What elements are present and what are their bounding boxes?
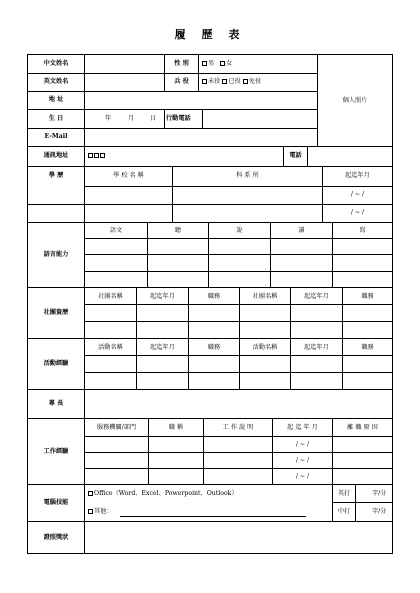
activity-header-period-1: 起迄年月 xyxy=(150,344,175,351)
row-line xyxy=(27,91,317,92)
work-header-title: 職 稱 xyxy=(168,424,184,431)
edu-dept-header: 科 系 所 xyxy=(236,172,259,179)
club-divider xyxy=(188,287,189,389)
birthday-month: 月 xyxy=(128,115,135,122)
club-divider xyxy=(342,287,343,389)
row-line xyxy=(27,222,393,223)
activity-header-role-1: 職務 xyxy=(207,344,221,351)
mobile-divider xyxy=(164,109,165,128)
label-email: E-Mail xyxy=(44,133,68,140)
other-label: 其他： xyxy=(94,508,113,515)
club-header-name-2: 社團名稱 xyxy=(252,293,278,300)
edu-period-header: 起迄年月 xyxy=(345,172,370,179)
row-line xyxy=(27,418,393,419)
typing-zh-unit: 字/分 xyxy=(372,508,387,515)
label-certificates: 證照獎狀 xyxy=(43,534,69,541)
club-divider xyxy=(239,287,240,389)
birthday-day: 日 xyxy=(150,115,157,122)
gender-male-label: 男 xyxy=(208,60,215,67)
typing-en-label: 英打 xyxy=(337,490,351,497)
gender-female-label: 女 xyxy=(226,60,233,67)
club-header-role-1: 職務 xyxy=(207,293,221,300)
lang-header-language: 語文 xyxy=(109,227,123,234)
label-computer: 電腦技能 xyxy=(43,499,69,506)
label-work: 工作經驗 xyxy=(43,448,69,455)
military-options xyxy=(202,77,261,86)
office-label: Office（Word、Excel、Powerpoint、Outlook） xyxy=(94,490,238,497)
computer-divider xyxy=(355,484,356,521)
label-gender: 性 別 xyxy=(174,60,189,67)
label-english-name: 英文姓名 xyxy=(43,78,69,85)
label-contact-address: 通訊地址 xyxy=(43,152,69,159)
frame-right xyxy=(392,54,393,554)
label-birthday: 生 日 xyxy=(48,115,64,122)
club-header-period-2: 起迄年月 xyxy=(304,293,329,300)
work-header-period: 起 迄 年 月 xyxy=(287,424,318,431)
military-option-1: 已役 xyxy=(228,78,241,85)
club-header-role-2: 職務 xyxy=(361,293,374,300)
club-divider xyxy=(290,287,291,389)
label-chinese-name: 中文姓名 xyxy=(43,60,69,67)
lang-header-writing: 寫 xyxy=(359,227,366,234)
row-line xyxy=(27,109,317,110)
typing-en-unit: 字/分 xyxy=(372,490,387,497)
row-line xyxy=(27,389,393,390)
checkbox-male[interactable] xyxy=(202,61,207,66)
club-header-name-1: 社團名稱 xyxy=(98,293,123,300)
work-header-org: 服務機關/部門 xyxy=(96,424,137,431)
postal-box-3[interactable] xyxy=(100,153,105,158)
military-option-2: 免役 xyxy=(248,78,262,85)
work-header-reason: 離 職 原 因 xyxy=(347,424,378,431)
office-option xyxy=(88,489,238,498)
activity-header-role-2: 職務 xyxy=(361,344,374,351)
club-divider xyxy=(136,287,137,389)
work-header-desc: 工 作 說 明 xyxy=(222,424,254,431)
row-line xyxy=(27,204,393,205)
club-header-period-1: 起迄年月 xyxy=(150,293,175,300)
edu-school-header: 學 校 名 稱 xyxy=(113,172,144,179)
postal-box-1[interactable] xyxy=(88,153,93,158)
row-line xyxy=(27,484,393,485)
edu-period-1: / ~ / xyxy=(350,191,365,198)
row-line xyxy=(85,186,392,187)
checkbox-military-1[interactable] xyxy=(222,79,227,84)
row-line xyxy=(27,338,393,339)
other-underline[interactable] xyxy=(120,516,306,517)
frame-top xyxy=(27,54,393,55)
label-language: 語言能力 xyxy=(43,251,69,258)
work-period-1: / ~ / xyxy=(295,441,310,448)
phone-divider-2 xyxy=(307,146,308,166)
mobile-divider-2 xyxy=(202,109,203,128)
work-period-3: / ~ / xyxy=(295,473,310,480)
postal-code-boxes[interactable] xyxy=(88,151,106,160)
gender-options xyxy=(202,59,232,68)
lang-header-speaking: 說 xyxy=(236,227,243,234)
row-line xyxy=(27,73,317,74)
row-line xyxy=(27,166,393,167)
row-line xyxy=(27,128,317,129)
row-line xyxy=(27,146,393,147)
lang-header-reading: 讀 xyxy=(298,227,305,234)
row-line xyxy=(85,452,392,453)
label-military: 兵 役 xyxy=(174,78,189,85)
military-option-0: 未役 xyxy=(208,78,221,85)
page-title: 履 歷 表 xyxy=(174,28,246,41)
activity-header-name-2: 活動名稱 xyxy=(252,344,278,351)
label-phone: 電話 xyxy=(289,152,302,159)
birthday-year: 年 xyxy=(105,115,112,122)
label-activities: 活動經驗 xyxy=(43,360,69,367)
activity-header-name-1: 活動名稱 xyxy=(98,344,123,351)
photo-placeholder: 個人照片 xyxy=(342,97,368,104)
label-education: 學 歷 xyxy=(48,172,64,179)
activity-header-period-2: 起迄年月 xyxy=(304,344,329,351)
gender-divider-2 xyxy=(198,54,199,91)
row-line xyxy=(85,468,392,469)
postal-box-2[interactable] xyxy=(94,153,99,158)
row-line xyxy=(85,238,392,239)
row-line xyxy=(332,502,392,503)
label-clubs: 社團資歷 xyxy=(43,309,69,316)
checkbox-other[interactable] xyxy=(88,509,93,514)
edu-period-2: / ~ / xyxy=(350,209,365,216)
row-line xyxy=(85,254,392,255)
checkbox-office[interactable] xyxy=(88,491,93,496)
label-mobile: 行動電話 xyxy=(166,115,191,122)
work-period-2: / ~ / xyxy=(295,457,310,464)
checkbox-military-0[interactable] xyxy=(202,79,207,84)
row-line xyxy=(85,436,392,437)
row-line xyxy=(27,287,393,288)
checkbox-military-2[interactable] xyxy=(243,79,248,84)
frame-bottom xyxy=(27,553,393,554)
label-specialty: 專 長 xyxy=(48,400,64,407)
row-line xyxy=(85,271,392,272)
row-line xyxy=(27,521,393,522)
label-address: 地 址 xyxy=(48,96,64,103)
typing-zh-label: 中打 xyxy=(337,508,351,515)
checkbox-female[interactable] xyxy=(220,61,225,66)
other-option xyxy=(88,507,113,516)
frame-left xyxy=(27,54,28,554)
lang-header-listening: 聽 xyxy=(174,227,182,234)
